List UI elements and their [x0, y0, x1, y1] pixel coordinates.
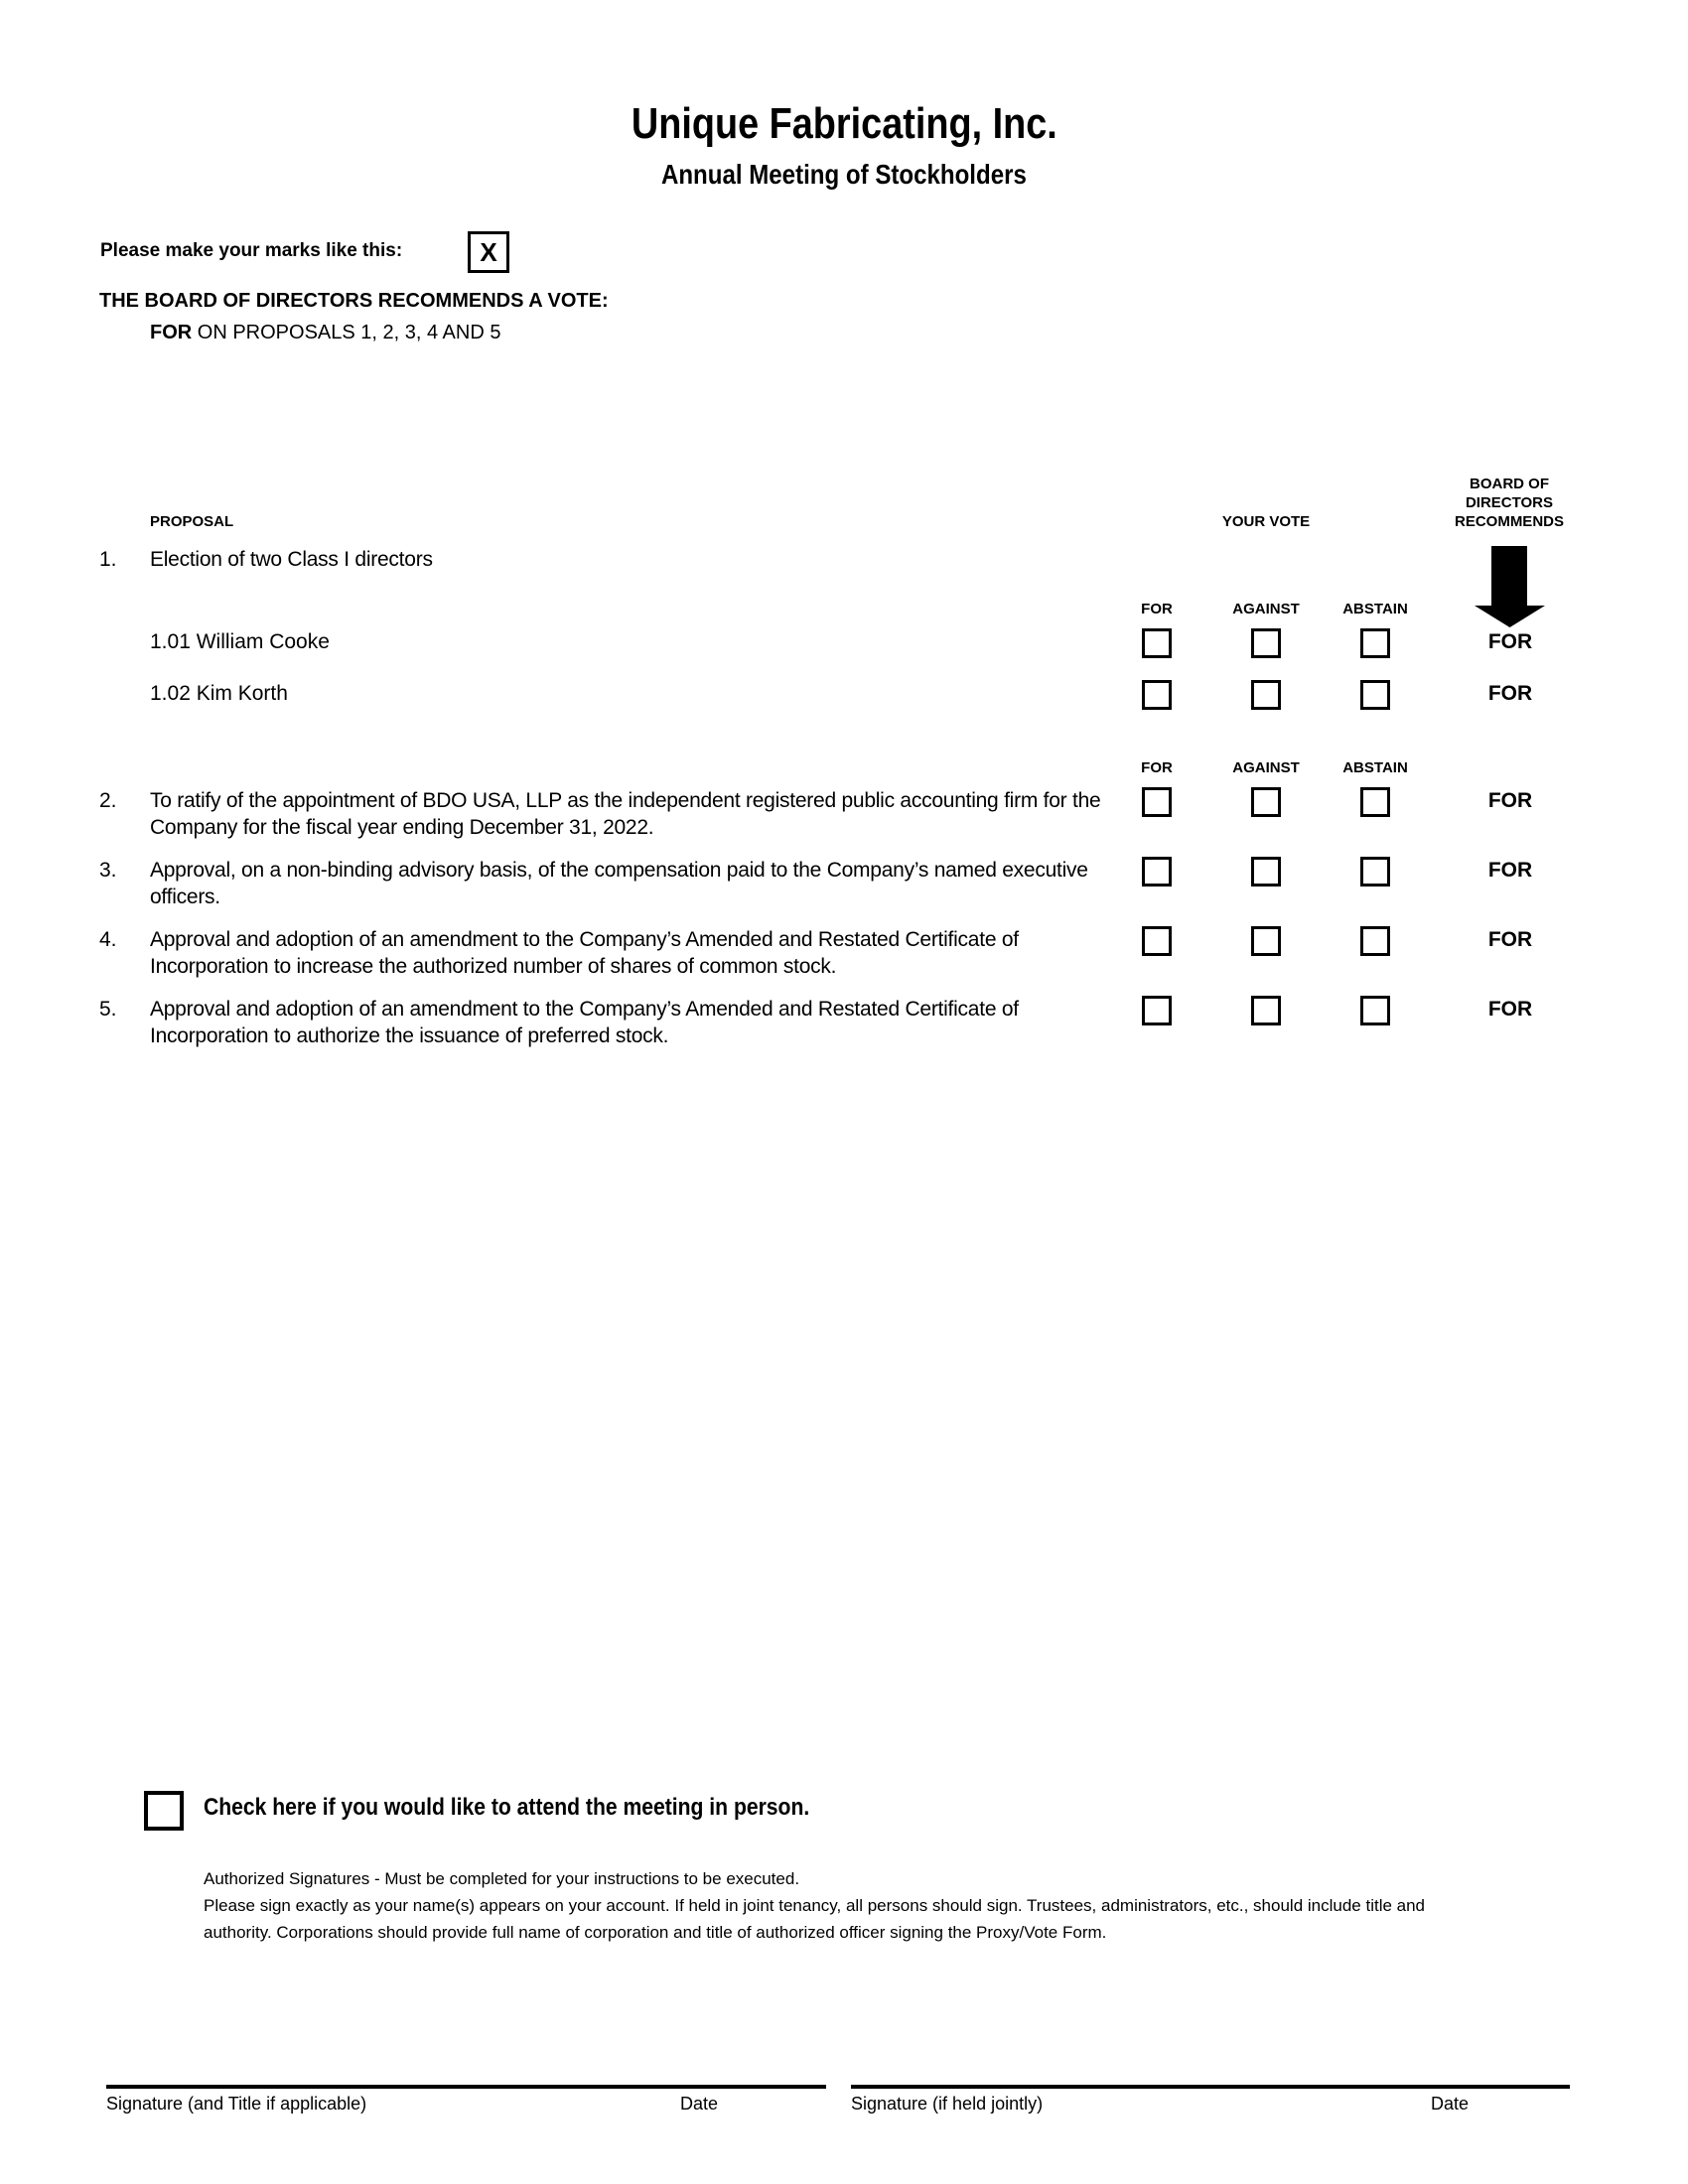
- option-label-abstain: ABSTAIN: [1342, 601, 1408, 617]
- proposal-5-for-checkbox[interactable]: [1142, 996, 1172, 1025]
- attend-in-person-checkbox[interactable]: [144, 1791, 184, 1831]
- proposal-2-text: To ratify of the appointment of BDO USA, LLP as the independent registered public accounting firm for the Company for the fiscal year ending December 31, 2022.: [150, 789, 1101, 839]
- proposal-4-recommendation: FOR: [1487, 928, 1533, 951]
- date-label-joint: Date: [1431, 2094, 1470, 2114]
- proposal-3-for-checkbox[interactable]: [1142, 857, 1172, 887]
- authorization-instructions: [204, 1865, 1494, 1946]
- board-recommendation-summary: [150, 321, 500, 344]
- signature-line-primary[interactable]: [106, 2085, 826, 2089]
- nominee-1-label: 1.01 William Cooke: [150, 630, 330, 653]
- nominee-2-abstain-checkbox[interactable]: [1360, 680, 1390, 710]
- nominee-2-label: 1.02 Kim Korth: [150, 682, 288, 705]
- proposal-1-number: 1.: [99, 548, 117, 571]
- nominee-2-against-checkbox[interactable]: [1251, 680, 1281, 710]
- meeting-subtitle-text: Annual Meeting of Stockholders: [661, 159, 1027, 190]
- proposal-2-for-checkbox[interactable]: [1142, 787, 1172, 817]
- option-label-for-2: FOR: [1141, 759, 1173, 776]
- your-vote-column-header: YOUR VOTE: [1221, 513, 1311, 530]
- proposal-5-number: 5.: [99, 998, 117, 1021]
- company-title-text: Unique Fabricating, Inc.: [631, 99, 1057, 148]
- board-recommendation-for: FOR: [150, 322, 193, 343]
- signature-label-primary: Signature (and Title if applicable): [106, 2094, 367, 2114]
- proposal-4-for-checkbox[interactable]: [1142, 926, 1172, 956]
- nominee-2-for-checkbox[interactable]: [1142, 680, 1172, 710]
- nominee-1-for-checkbox[interactable]: [1142, 628, 1172, 658]
- proposal-5-text: Approval and adoption of an amendment to the Company’s Amended and Restated Certificate of Incorporation to authorize the issuance of preferred stock.: [150, 998, 1019, 1047]
- proposal-2-recommendation: FOR: [1487, 789, 1533, 812]
- proposal-5-recommendation: FOR: [1487, 998, 1533, 1021]
- board-recommendation-heading: THE BOARD OF DIRECTORS RECOMMENDS A VOTE:: [99, 290, 609, 312]
- option-label-for: FOR: [1141, 601, 1173, 617]
- down-arrow-icon: [1475, 546, 1545, 627]
- proposal-2-number: 2.: [99, 789, 117, 812]
- proposal-4-against-checkbox[interactable]: [1251, 926, 1281, 956]
- proposal-4-number: 4.: [99, 928, 117, 951]
- nominee-2-recommendation: FOR: [1487, 682, 1533, 705]
- nominee-1-against-checkbox[interactable]: [1251, 628, 1281, 658]
- proposal-4-text: Approval and adoption of an amendment to the Company’s Amended and Restated Certificate of Incorporation to increase the authorized number of shares of common stock.: [150, 928, 1019, 978]
- proposal-3-text: Approval, on a non-binding advisory basis, of the compensation paid to the Company’s named executive officers.: [150, 859, 1088, 908]
- option-label-against: AGAINST: [1232, 601, 1300, 617]
- authorization-line-2: Please sign exactly as your name(s) appears on your account. If held in joint tenancy, all persons should sign. Trustees, administrators, etc., should include title and authority. Corporations should provide full name of corporation and title of authorized officer signing the Proxy/Vote Form.: [204, 1896, 1426, 1942]
- proposal-3-against-checkbox[interactable]: [1251, 857, 1281, 887]
- nominee-1-recommendation: FOR: [1487, 630, 1533, 653]
- authorization-line-1: Authorized Signatures - Must be completed for your instructions to be executed.: [204, 1869, 800, 1888]
- proposal-3-abstain-checkbox[interactable]: [1360, 857, 1390, 887]
- marks-instruction: Please make your marks like this:: [100, 240, 403, 261]
- date-label-primary: Date: [680, 2094, 719, 2114]
- option-label-abstain-2: ABSTAIN: [1342, 759, 1408, 776]
- company-title: [0, 97, 1688, 151]
- board-recommendation-proposals: ON PROPOSALS 1, 2, 3, 4 AND 5: [192, 322, 501, 343]
- proposal-3-number: 3.: [99, 859, 117, 882]
- proposal-3-recommendation: FOR: [1487, 859, 1533, 882]
- attend-in-person-label-text: Check here if you would like to attend the meeting in person.: [204, 1794, 810, 1821]
- proposal-5-abstain-checkbox[interactable]: [1360, 996, 1390, 1025]
- nominee-1-abstain-checkbox[interactable]: [1360, 628, 1390, 658]
- signature-line-joint[interactable]: [851, 2085, 1570, 2089]
- meeting-subtitle: [0, 157, 1688, 193]
- marks-example-box: X: [468, 231, 509, 273]
- proposal-2-abstain-checkbox[interactable]: [1360, 787, 1390, 817]
- attend-in-person-label: [204, 1792, 892, 1824]
- proposal-4-abstain-checkbox[interactable]: [1360, 926, 1390, 956]
- board-recommends-column-header: BOARD OF DIRECTORS RECOMMENDS: [1454, 476, 1564, 530]
- option-label-against-2: AGAINST: [1232, 759, 1300, 776]
- signature-label-joint: Signature (if held jointly): [851, 2094, 1044, 2114]
- proposal-1-text: Election of two Class I directors: [150, 548, 433, 571]
- proposal-5-against-checkbox[interactable]: [1251, 996, 1281, 1025]
- proposal-2-against-checkbox[interactable]: [1251, 787, 1281, 817]
- proposal-column-header: PROPOSAL: [150, 513, 234, 530]
